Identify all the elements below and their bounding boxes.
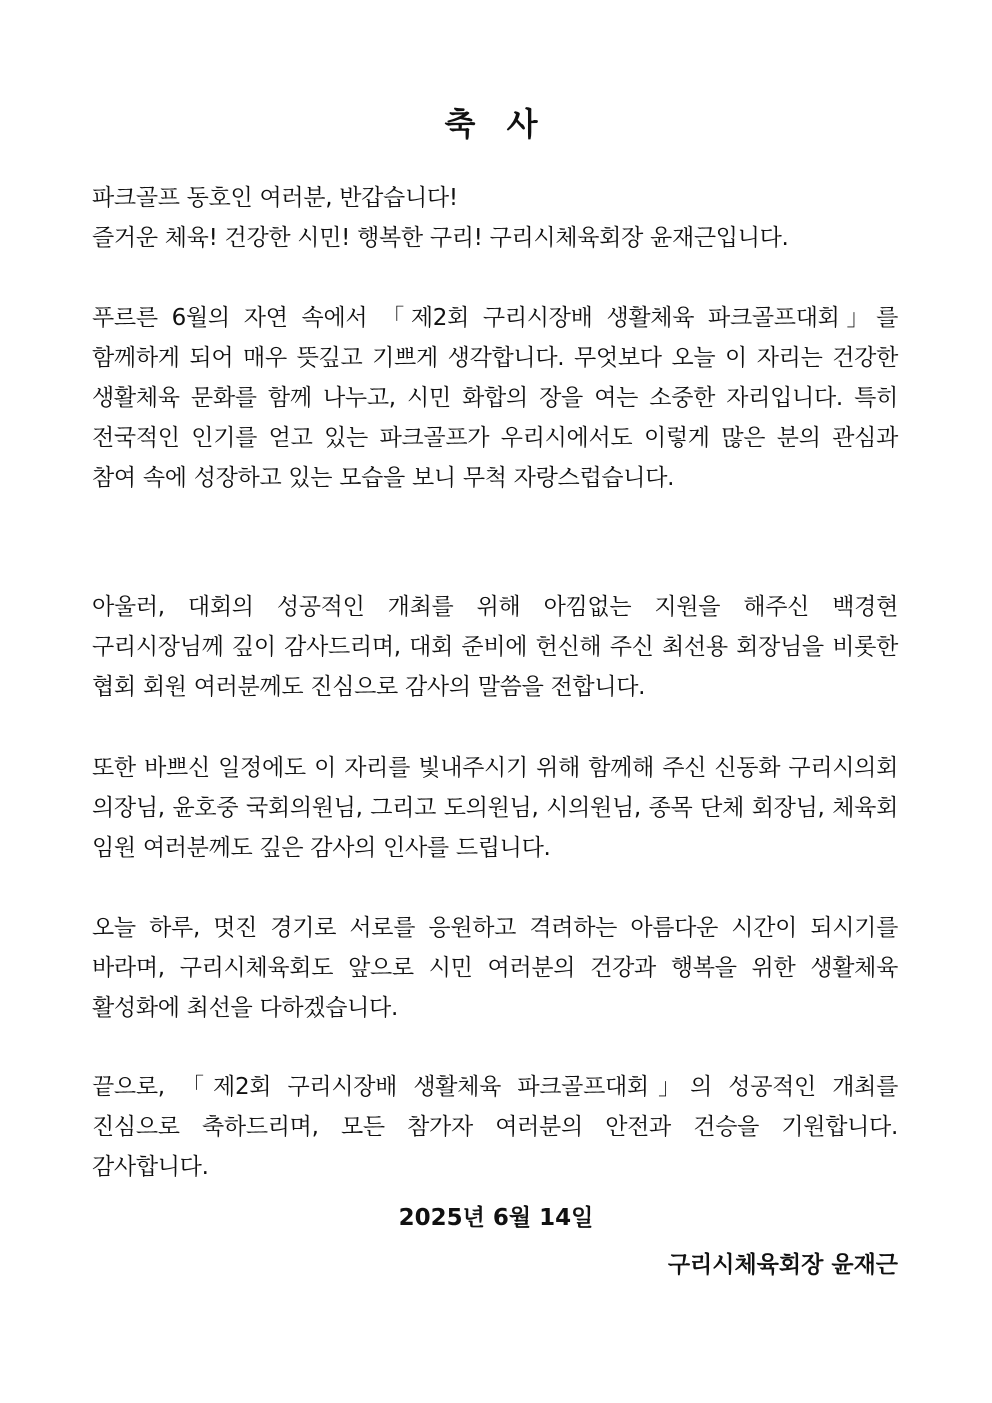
paragraph-wishes: 오늘 하루, 멋진 경기로 서로를 응원하고 격려하는 아름다운 시간이 되시기를 바라며, 구리시체육회도 앞으로 시민 여러분의 건강과 행복을 위한 생활체육 활성화에 최선을 다하겠습니다. xyxy=(92,915,898,1021)
greeting-line-2: 즐거운 체육! 건강한 시민! 행복한 구리! 구리시체육회장 윤재근입니다. xyxy=(92,225,789,251)
paragraph-thanks-guests: 또한 바쁘신 일정에도 이 자리를 빛내주시기 위해 함께해 주신 신동화 구리시의회 의장님, 윤호중 국회의원님, 그리고 도의원님, 시의원님, 종목 단체 회장님, 체육회 임원 여러분께도 깊은 감사의 인사를 드립니다. xyxy=(92,755,898,861)
document-date: 2025년 6월 14일 xyxy=(398,1205,594,1231)
paragraph-thanks-support: 아울러, 대회의 성공적인 개최를 위해 아낌없는 지원을 해주신 백경현 구리시장님께 깊이 감사드리며, 대회 준비에 헌신해 주신 최선용 회장님을 비롯한 협회 회원 여러분께도 진심으로 감사의 말씀을 전합니다. xyxy=(92,594,898,700)
paragraph-closing: 끝으로, 「제2회 구리시장배 생활체육 파크골프대회」의 성공적인 개최를 진심으로 축하드리며, 모든 참가자 여러분의 안전과 건승을 기원합니다. 감사합니다. xyxy=(92,1074,898,1180)
greeting-line-1: 파크골프 동호인 여러분, 반갑습니다! xyxy=(92,185,458,211)
greeting-paragraph xyxy=(92,178,898,258)
document-title: 축 사 xyxy=(444,105,548,143)
paragraph-event-intro: 푸르른 6월의 자연 속에서 「제2회 구리시장배 생활체육 파크골프대회」를 함께하게 되어 매우 뜻깊고 기쁘게 생각합니다. 무엇보다 오늘 이 자리는 건강한 생활체육 문화를 함께 나누고, 시민 화합의 장을 여는 소중한 자리입니다. 특히 전국적인 인기를 얻고 있는 파크골프가 우리시에서도 이렇게 많은 분의 관심과 참여 속에 성장하고 있는 모습을 보니 무척 자랑스럽습니다. xyxy=(92,305,898,491)
signature: 구리시체육회장 윤재근 xyxy=(667,1252,898,1278)
